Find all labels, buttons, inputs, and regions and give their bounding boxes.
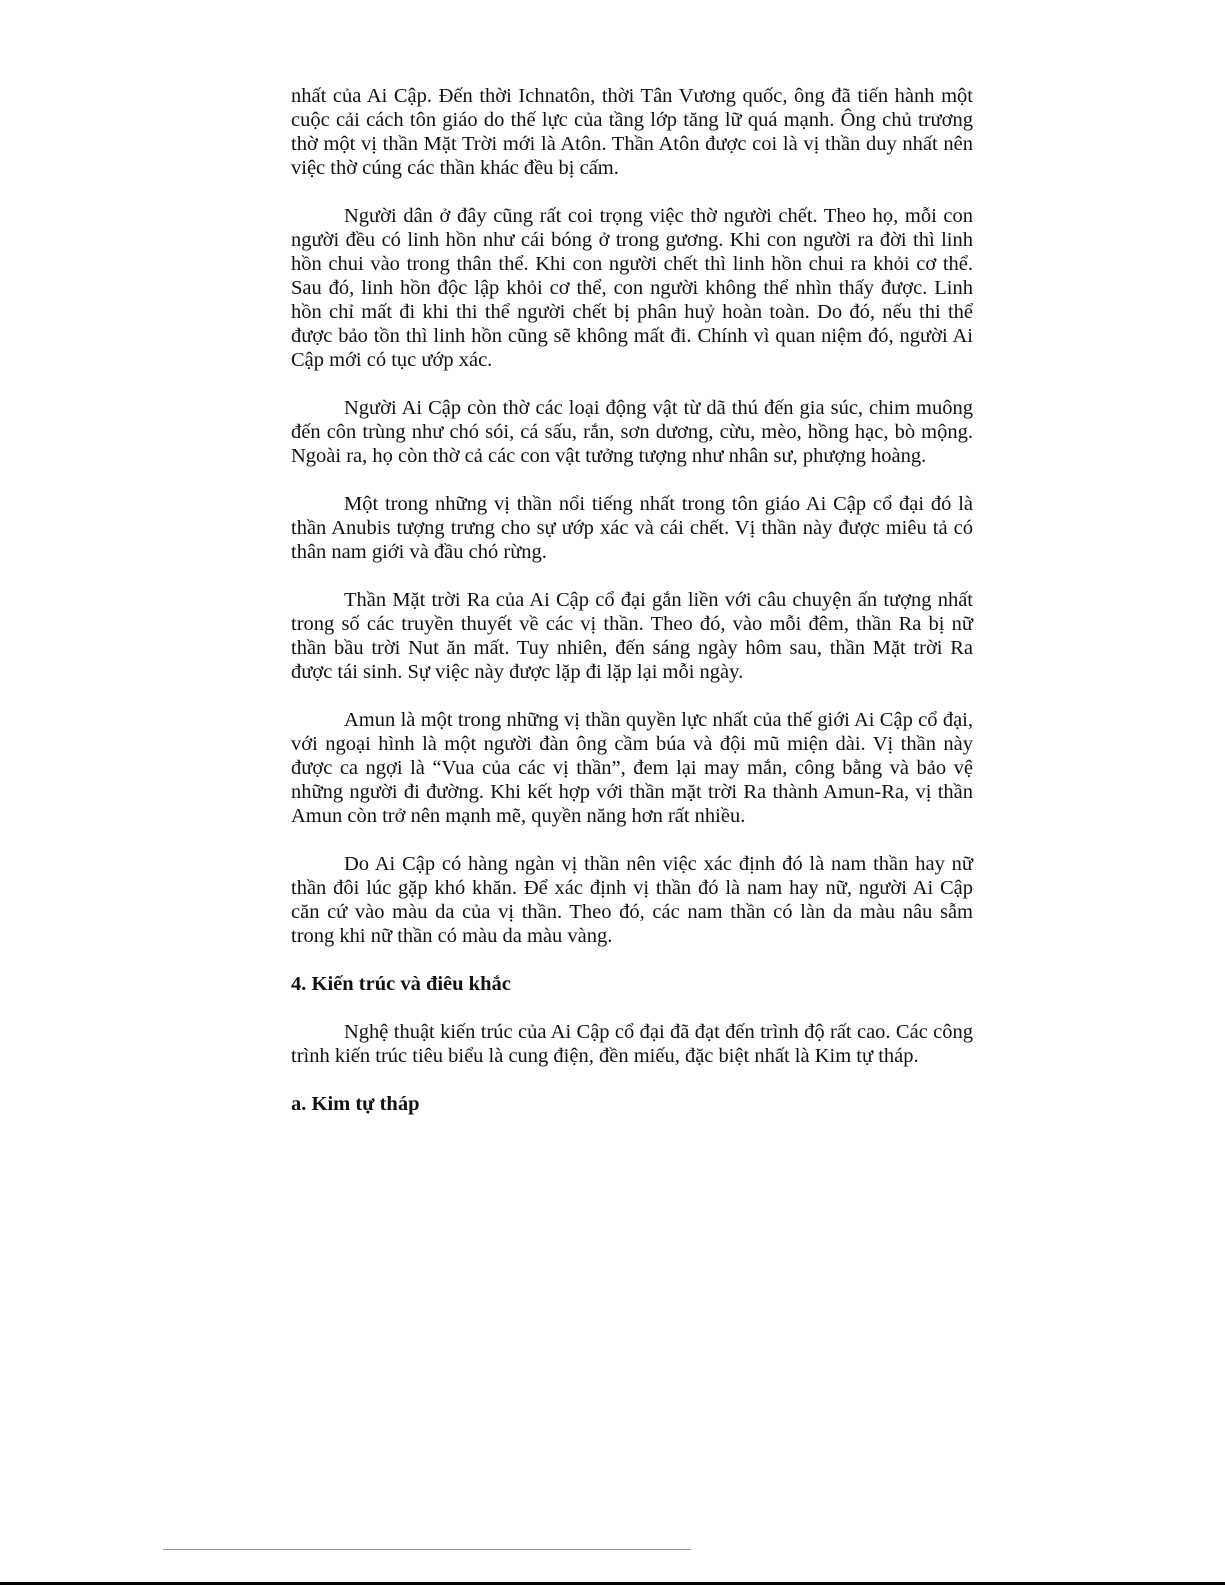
paragraph-gods-gender: Do Ai Cập có hàng ngàn vị thần nên việc xác định đó là nam thần hay nữ thần đôi lúc gặp khó khăn. Để xác định vị thần đó là nam hay nữ, người Ai Cập căn cứ vào màu da của vị thần. Theo đó, các nam thần có làn da màu nâu sẫm trong khi nữ thần có màu da màu vàng. [291,853,973,947]
paragraph-amun: Amun là một trong những vị thần quyền lực nhất của thế giới Ai Cập cổ đại, với ngoại hình là một người đàn ông cầm búa và đội mũ miện dài. Vị thần này được ca ngợi là “Vua của các vị thần”, đem lại may mắn, công bằng và bảo vệ những người đi đường. Khi kết hợp với thần mặt trời Ra thành Amun-Ra, vị thần Amun còn trở nên mạnh mẽ, quyền năng hơn rất nhiều. [291,709,973,827]
section-heading: 4. Kiến trúc và điêu khắc [291,973,511,995]
paragraph-worship-of-dead: Người dân ở đây cũng rất coi trọng việc thờ người chết. Theo họ, mỗi con người đều có linh hồn như cái bóng ở trong gương. Khi con người ra đời thì linh hồn chui vào trong thân thể. Khi con người chết thì linh hồn chui ra khỏi cơ thể. Sau đó, linh hồn độc lập khỏi cơ thể, con người không thể nhìn thấy được. Linh hồn chỉ mất đi khi thi thể người chết bị phân huỷ hoàn toàn. Do đó, nếu thi thể được bảo tồn thì linh hồn cũng sẽ không mất đi. Chính vì quan niệm đó, người Ai Cập mới có tục ướp xác. [291,205,973,371]
paragraph-architecture: Nghệ thuật kiến trúc của Ai Cập cổ đại đã đạt đến trình độ rất cao. Các công trình kiến trúc tiêu biểu là cung điện, đền miếu, đặc biệt nhất là Kim tự tháp. [291,1021,973,1067]
paragraph-ra: Thần Mặt trời Ra của Ai Cập cổ đại gắn liền với câu chuyện ấn tượng nhất trong số các truyền thuyết về các vị thần. Theo đó, vào mỗi đêm, thần Ra bị nữ thần bầu trời Nut ăn mất. Tuy nhiên, đến sáng ngày hôm sau, thần Mặt trời Ra được tái sinh. Sự việc này được lặp đi lặp lại mỗi ngày. [291,589,973,683]
subsection-heading: a. Kim tự tháp [291,1093,420,1115]
paragraph-anubis: Một trong những vị thần nổi tiếng nhất trong tôn giáo Ai Cập cổ đại đó là thần Anubis tượng trưng cho sự ướp xác và cái chết. Vị thần này được miêu tả có thân nam giới và đầu chó rừng. [291,493,973,563]
paragraph-continuation: nhất của Ai Cập. Đến thời Ichnatôn, thời Tân Vương quốc, ông đã tiến hành một cuộc cải cách tôn giáo do thế lực của tầng lớp tăng lữ quá mạnh. Ông chủ trương thờ một vị thần Mặt Trời mới là Atôn. Thần Atôn được coi là vị thần duy nhất nên việc thờ cúng các thần khác đều bị cấm. [291,85,973,179]
paragraph-animal-worship: Người Ai Cập còn thờ các loại động vật từ dã thú đến gia súc, chim muông đến côn trùng như chó sói, cá sấu, rắn, sơn dương, cừu, mèo, hồng hạc, bò mộng. Ngoài ra, họ còn thờ cả các con vật tưởng tượng như nhân sư, phượng hoàng. [291,397,973,467]
text-column [291,84,973,1140]
footnote-separator [163,1549,691,1550]
